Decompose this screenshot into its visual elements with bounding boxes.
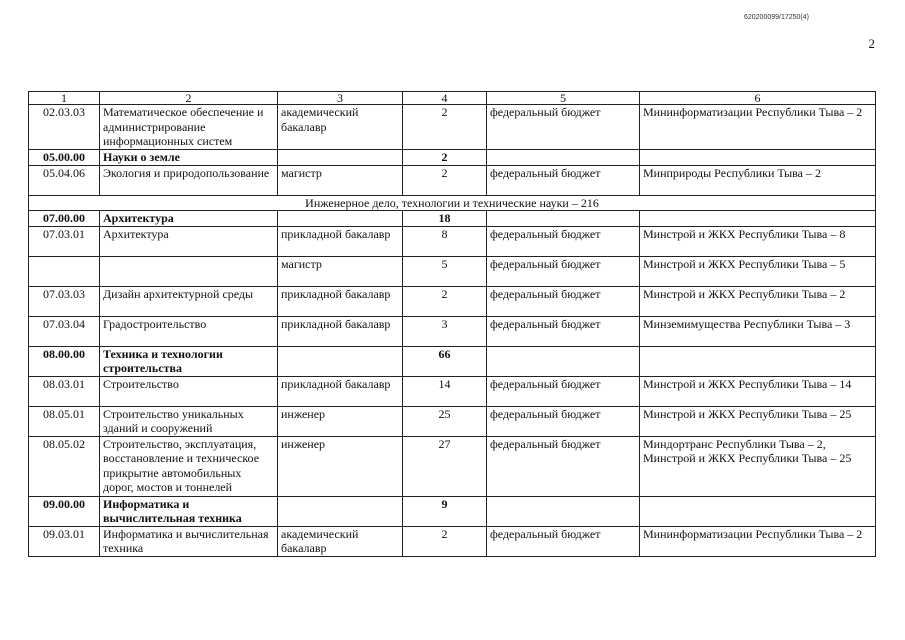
- funding-cell: федеральный бюджет: [487, 286, 640, 316]
- page-number: 2: [868, 36, 875, 51]
- count-cell: 2: [403, 526, 487, 556]
- funding-cell: федеральный бюджет: [487, 526, 640, 556]
- code-cell: 07.03.01: [29, 226, 100, 256]
- ministry-cell: Минстрой и ЖКХ Республики Тыва – 14: [640, 376, 876, 406]
- specialty-cell: Градостроительство: [100, 316, 278, 346]
- table-body: [29, 105, 876, 557]
- ministry-cell: Минстрой и ЖКХ Республики Тыва – 8: [640, 226, 876, 256]
- code-cell: 08.05.02: [29, 436, 100, 496]
- specialty-cell: Техника и технологии строительства: [100, 346, 278, 376]
- table-row: [29, 165, 876, 195]
- specialty-cell: Архитектура: [100, 211, 278, 227]
- ministry-cell: [640, 211, 876, 227]
- table-row: [29, 226, 876, 256]
- specialty-cell: Информатика и вычислительная техника: [100, 496, 278, 526]
- qualification-cell: прикладной бакалавр: [278, 286, 403, 316]
- qualification-cell: [278, 211, 403, 227]
- column-header: 3: [278, 92, 403, 105]
- funding-cell: федеральный бюджет: [487, 406, 640, 436]
- qualification-cell: [278, 346, 403, 376]
- column-header: 6: [640, 92, 876, 105]
- ministry-cell: Минприроды Республики Тыва – 2: [640, 165, 876, 195]
- allocation-table: [28, 91, 876, 557]
- count-cell: 27: [403, 436, 487, 496]
- code-cell: 08.03.01: [29, 376, 100, 406]
- funding-cell: федеральный бюджет: [487, 436, 640, 496]
- column-header: 4: [403, 92, 487, 105]
- qualification-cell: инженер: [278, 436, 403, 496]
- specialty-cell: [100, 256, 278, 286]
- code-cell: 02.03.03: [29, 105, 100, 150]
- code-cell: 09.03.01: [29, 526, 100, 556]
- ministry-cell: Мининформатизации Республики Тыва – 2: [640, 526, 876, 556]
- qualification-cell: прикладной бакалавр: [278, 376, 403, 406]
- specialty-cell: Дизайн архитектурной среды: [100, 286, 278, 316]
- specialty-cell: Математическое обеспечение и администрирование информационных систем: [100, 105, 278, 150]
- specialty-cell: Строительство: [100, 376, 278, 406]
- funding-cell: федеральный бюджет: [487, 105, 640, 150]
- table-row: [29, 436, 876, 496]
- code-cell: 08.05.01: [29, 406, 100, 436]
- ministry-cell: [640, 346, 876, 376]
- code-cell: 09.00.00: [29, 496, 100, 526]
- code-cell: 07.00.00: [29, 211, 100, 227]
- code-cell: 07.03.04: [29, 316, 100, 346]
- funding-cell: [487, 150, 640, 166]
- funding-cell: федеральный бюджет: [487, 376, 640, 406]
- ministry-cell: Мининформатизации Республики Тыва – 2: [640, 105, 876, 150]
- code-cell: 05.04.06: [29, 165, 100, 195]
- table-row: [29, 316, 876, 346]
- qualification-cell: инженер: [278, 406, 403, 436]
- table-row: [29, 286, 876, 316]
- count-cell: 3: [403, 316, 487, 346]
- group-row: [29, 496, 876, 526]
- funding-cell: федеральный бюджет: [487, 226, 640, 256]
- specialty-cell: Экология и природопользование: [100, 165, 278, 195]
- ministry-cell: Минстрой и ЖКХ Республики Тыва – 2: [640, 286, 876, 316]
- specialty-cell: Архитектура: [100, 226, 278, 256]
- ministry-cell: [640, 150, 876, 166]
- code-cell: 07.03.03: [29, 286, 100, 316]
- qualification-cell: прикладной бакалавр: [278, 226, 403, 256]
- ministry-cell: [640, 496, 876, 526]
- specialty-cell: Информатика и вычислительная техника: [100, 526, 278, 556]
- count-cell: 2: [403, 150, 487, 166]
- funding-cell: [487, 496, 640, 526]
- count-cell: 2: [403, 286, 487, 316]
- group-row: [29, 346, 876, 376]
- table-row: [29, 376, 876, 406]
- specialty-cell: Науки о земле: [100, 150, 278, 166]
- column-number-row: [29, 92, 876, 105]
- code-cell: 05.00.00: [29, 150, 100, 166]
- table-row: [29, 526, 876, 556]
- qualification-cell: магистр: [278, 165, 403, 195]
- count-cell: 66: [403, 346, 487, 376]
- specialty-cell: Строительство, эксплуатация, восстановление и техническое прикрытие автомобильных дорог, мостов и тоннелей: [100, 436, 278, 496]
- code-cell: [29, 256, 100, 286]
- column-header: 1: [29, 92, 100, 105]
- code-cell: 08.00.00: [29, 346, 100, 376]
- count-cell: 14: [403, 376, 487, 406]
- ministry-cell: Миндортранс Республики Тыва – 2, Минстрой и ЖКХ Республики Тыва – 25: [640, 436, 876, 496]
- document-id: 620200099/17250(4): [743, 14, 809, 21]
- ministry-cell: Минземимущества Республики Тыва – 3: [640, 316, 876, 346]
- count-cell: 8: [403, 226, 487, 256]
- funding-cell: [487, 346, 640, 376]
- qualification-cell: [278, 496, 403, 526]
- group-row: [29, 211, 876, 227]
- section-row: [29, 195, 876, 211]
- table-row: [29, 105, 876, 150]
- qualification-cell: прикладной бакалавр: [278, 316, 403, 346]
- funding-cell: федеральный бюджет: [487, 165, 640, 195]
- table-row: [29, 256, 876, 286]
- table-row: [29, 406, 876, 436]
- funding-cell: федеральный бюджет: [487, 256, 640, 286]
- funding-cell: [487, 211, 640, 227]
- funding-cell: федеральный бюджет: [487, 316, 640, 346]
- ministry-cell: Минстрой и ЖКХ Республики Тыва – 25: [640, 406, 876, 436]
- column-header: 5: [487, 92, 640, 105]
- column-header: 2: [100, 92, 278, 105]
- qualification-cell: магистр: [278, 256, 403, 286]
- count-cell: 18: [403, 211, 487, 227]
- count-cell: 9: [403, 496, 487, 526]
- qualification-cell: [278, 150, 403, 166]
- count-cell: 2: [403, 105, 487, 150]
- qualification-cell: академический бакалавр: [278, 105, 403, 150]
- qualification-cell: академический бакалавр: [278, 526, 403, 556]
- count-cell: 2: [403, 165, 487, 195]
- specialty-cell: Строительство уникальных зданий и сооружений: [100, 406, 278, 436]
- ministry-cell: Минстрой и ЖКХ Республики Тыва – 5: [640, 256, 876, 286]
- count-cell: 25: [403, 406, 487, 436]
- group-row: [29, 150, 876, 166]
- section-title: Инженерное дело, технологии и технические науки – 216: [29, 195, 876, 211]
- count-cell: 5: [403, 256, 487, 286]
